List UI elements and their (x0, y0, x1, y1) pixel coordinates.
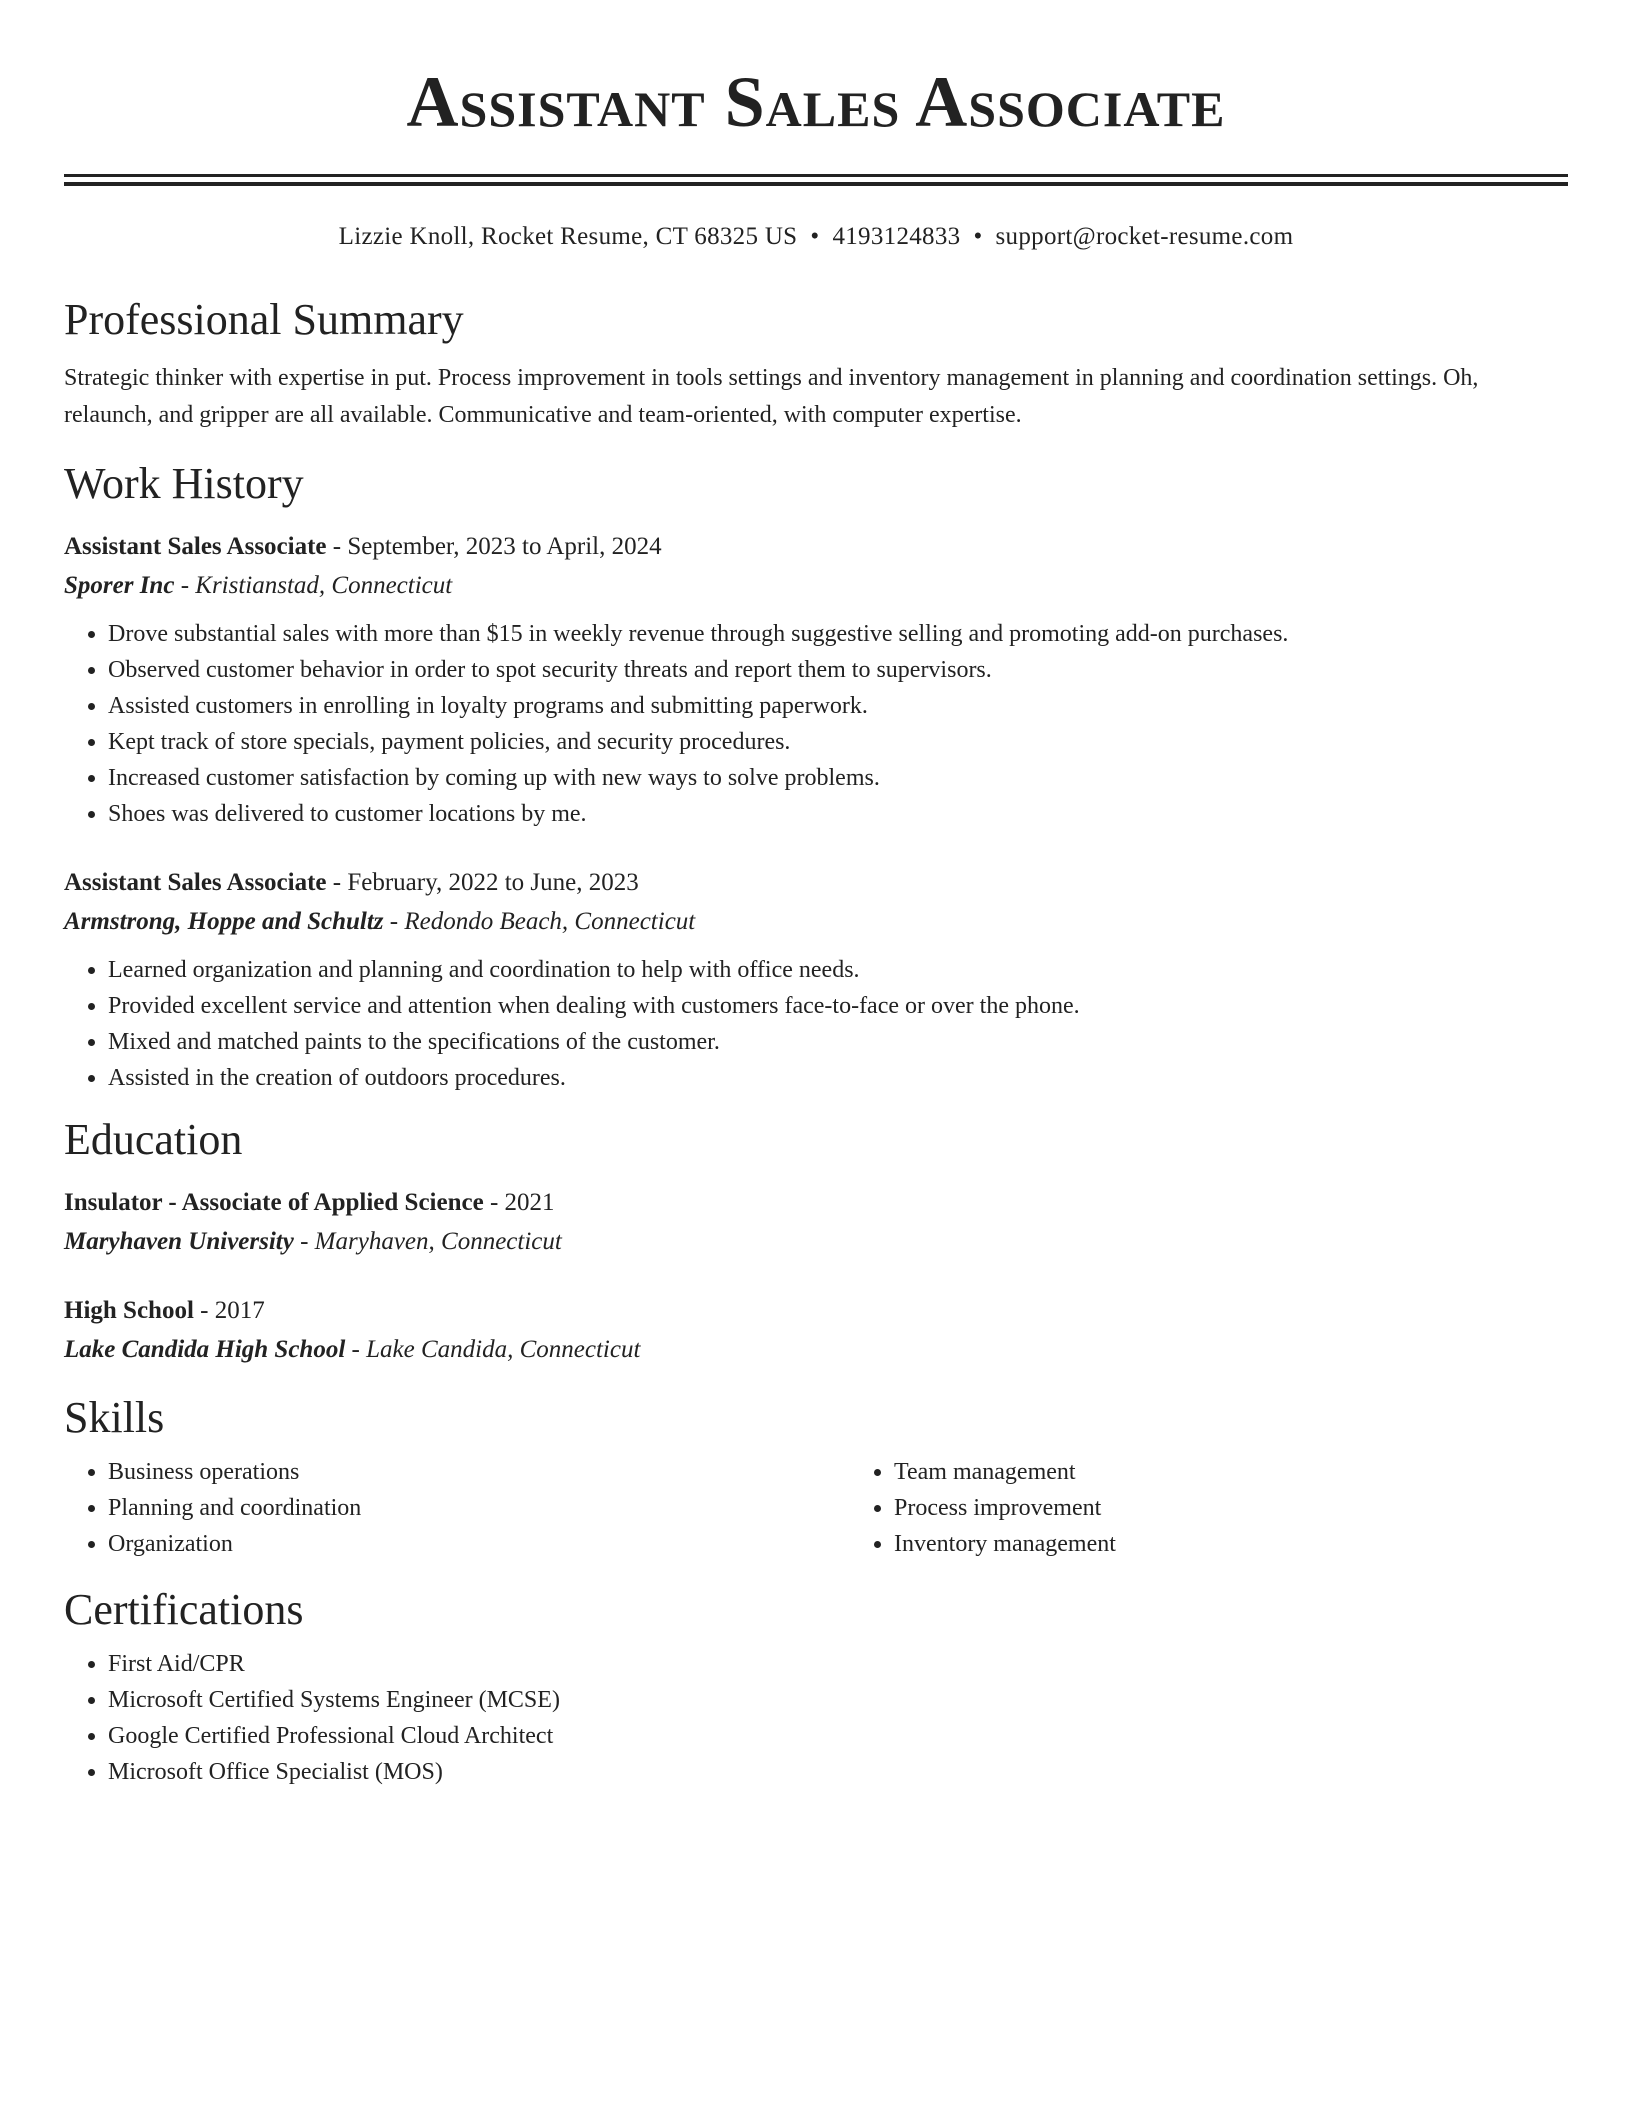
skill-item: • Organization (108, 1526, 850, 1562)
summary-text: Strategic thinker with expertise in put. Process improvement in tools settings and inventory management in planning and coordination settings. Oh, relaunch, and gripper are all available. Communicative and team-oriented, with computer expertise. (64, 365, 1479, 428)
job-bullet: • Shoes was delivered to customer locations by me. (108, 796, 1568, 832)
job-bullet: • Assisted customers in enrolling in loyalty programs and submitting paperwork. (108, 688, 1568, 724)
certification-item: • Microsoft Office Specialist (MOS) (108, 1754, 1568, 1790)
job-company-line (64, 566, 1568, 606)
education-location: - Maryhaven, Connecticut (293, 1228, 562, 1255)
education-heading: Education (64, 1115, 243, 1164)
resume-title: Assistant Sales Associate (406, 62, 1226, 142)
job-location: - Redondo Beach, Connecticut (383, 908, 696, 935)
education-school-line (64, 1330, 1568, 1370)
education-school: Maryhaven University (64, 1228, 294, 1255)
education-school: Lake Candida High School (64, 1336, 346, 1363)
job-company: Sporer Inc (64, 572, 175, 599)
skill-item: • Planning and coordination (108, 1490, 850, 1526)
work-history-heading: Work History (64, 459, 304, 508)
education-degree-line (64, 1184, 1568, 1222)
job-bullet: • Assisted in the creation of outdoors procedures. (108, 1060, 1568, 1096)
job-title: Assistant Sales Associate (64, 533, 327, 560)
certification-item: • First Aid/CPR (108, 1646, 1568, 1682)
job-location: - Kristianstad, Connecticut (174, 572, 453, 599)
skills-heading: Skills (64, 1393, 165, 1442)
job-bullet: • Kept track of store specials, payment policies, and security procedures. (108, 724, 1568, 760)
skill-item: • Team management (894, 1454, 1594, 1490)
job-bullet: • Mixed and matched paints to the specifications of the customer. (108, 1024, 1568, 1060)
job-bullet: • Provided excellent service and attention when dealing with customers face-to-face or over the phone. (108, 988, 1568, 1024)
education-degree: High School (64, 1297, 194, 1324)
job-company-line (64, 902, 1568, 942)
skill-item: • Business operations (108, 1454, 850, 1490)
contact-line (64, 220, 1568, 254)
certifications-list (64, 1646, 1568, 1790)
job-bullet: • Increased customer satisfaction by coming up with new ways to solve problems. (108, 760, 1568, 796)
job-bullet: • Drove substantial sales with more than $15 in weekly revenue through suggestive selling and promoting add-on purchases. (108, 616, 1568, 652)
job-dates: - September, 2023 to April, 2024 (326, 533, 662, 560)
job-title-line (64, 864, 1568, 902)
job-title-line (64, 528, 1568, 566)
job-entry (64, 864, 1568, 1096)
education-school-line (64, 1222, 1568, 1262)
job-bullet: • Learned organization and planning and coordination to help with office needs. (108, 952, 1568, 988)
contact-address: Lizzie Knoll, Rocket Resume, CT 68325 US (338, 223, 798, 250)
skills-column (64, 1454, 850, 1562)
job-bullets (64, 616, 1568, 832)
education-year: - 2021 (483, 1189, 555, 1216)
contact-separator: • (810, 223, 820, 250)
summary-heading: Professional Summary (64, 295, 464, 344)
job-dates: - February, 2022 to June, 2023 (326, 869, 639, 896)
education-location: - Lake Candida, Connecticut (345, 1336, 641, 1363)
contact-phone: 4193124833 (832, 223, 961, 250)
certifications-heading: Certifications (64, 1585, 304, 1634)
job-title: Assistant Sales Associate (64, 869, 327, 896)
education-degree-line (64, 1292, 1568, 1330)
skill-item: • Inventory management (894, 1526, 1594, 1562)
contact-email: support@rocket-resume.com (995, 223, 1294, 250)
education-entry (64, 1292, 1568, 1370)
title-divider (64, 174, 1568, 186)
job-bullets (64, 952, 1568, 1096)
skill-item: • Process improvement (894, 1490, 1594, 1526)
job-bullet: • Observed customer behavior in order to spot security threats and report them to supervisors. (108, 652, 1568, 688)
skills-column (850, 1454, 1594, 1562)
job-entry (64, 528, 1568, 832)
certification-item: • Google Certified Professional Cloud Architect (108, 1718, 1568, 1754)
education-year: - 2017 (193, 1297, 265, 1324)
education-entry (64, 1184, 1568, 1262)
education-degree: Insulator - Associate of Applied Science (64, 1189, 484, 1216)
contact-separator: • (973, 223, 983, 250)
certification-item: • Microsoft Certified Systems Engineer (MCSE) (108, 1682, 1568, 1718)
skills-list (64, 1454, 1568, 1562)
job-company: Armstrong, Hoppe and Schultz (64, 908, 384, 935)
